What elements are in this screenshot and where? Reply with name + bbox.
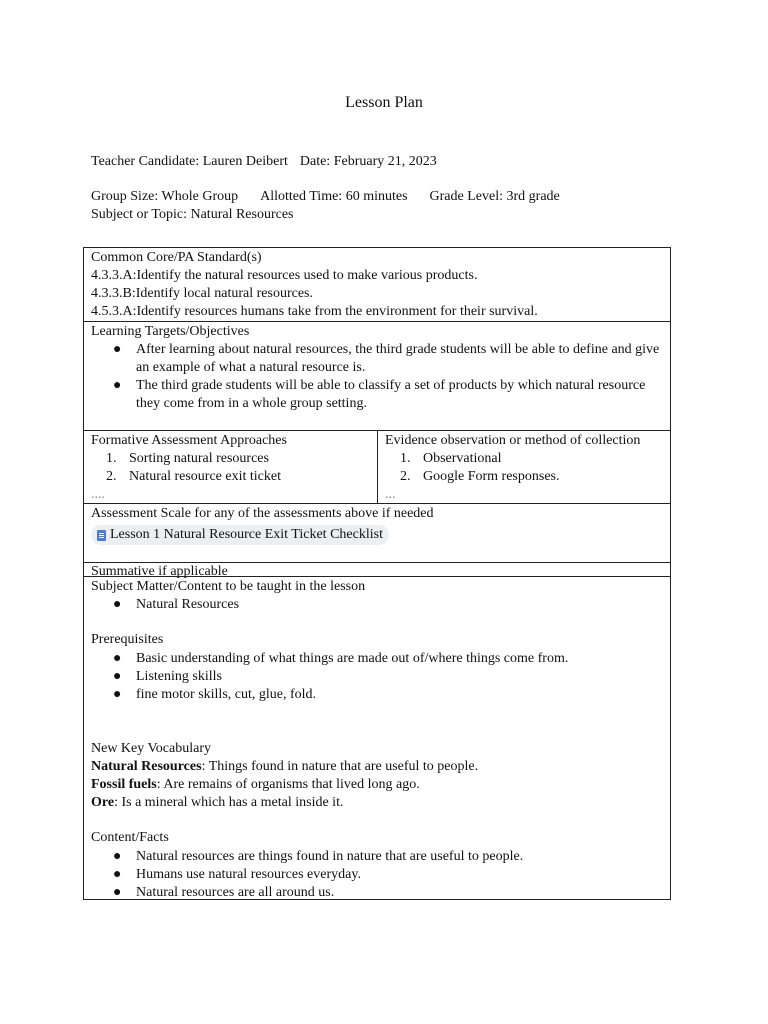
standards-heading: Common Core/PA Standard(s) [91,250,262,265]
formative-item: 2. Natural resource exit ticket [106,469,281,484]
teacher-name: Lauren Deibert [202,154,288,169]
date-label: Date: [299,154,331,169]
content-section [84,577,670,596]
vocab-item: Fossil fuels: Are remains of organisms that lived long ago. [91,777,420,792]
vocab-term: Ore [91,795,115,810]
time-value: 60 minutes [345,189,408,204]
content-heading: Subject Matter/Content to be taught in the lesson [91,579,366,594]
standard-item: 4.3.3.B:Identify local natural resources. [91,286,313,301]
evidence-section [378,431,670,503]
objectives-section [84,321,670,430]
date-value: February 21, 2023 [333,154,437,169]
time-label: Allotted Time: [260,189,343,204]
lesson-table-lower [83,576,671,900]
evidence-more: ... [385,487,396,502]
subject-line [91,206,294,224]
fact-item: ● Natural resources are all around us. [113,885,335,900]
vocab-item: Ore: Is a mineral which has a metal inside it. [91,795,344,810]
vocab-term: Fossil fuels [91,777,157,792]
lesson-table-upper [83,247,671,577]
objective-item: ● After learning about natural resources, the third grade students will be able to define and give an example of what a natural resource is. [113,342,660,375]
formative-more: .... [91,487,105,502]
objectives-heading: Learning Targets/Objectives [91,324,250,339]
objective-item: ● The third grade students will be able to classify a set of products by which natural resource they come from in a whole group setting. [113,378,646,411]
content-item: ● Natural Resources [113,597,240,612]
evidence-item: 2. Google Form responses. [400,469,560,484]
group-time-grade-line [91,188,560,206]
document-icon [97,530,106,541]
evidence-item: 1. Observational [400,451,502,466]
grade-label: Grade Level: [429,189,503,204]
prereq-heading: Prerequisites [91,632,164,647]
formative-item: 1. Sorting natural resources [106,451,269,466]
grade-value: 3rd grade [506,189,560,204]
prereq-item: ● Basic understanding of what things are made out of/where things come from. [113,651,569,666]
page-title: Lesson Plan [345,94,423,111]
vocab-term: Natural Resources [91,759,202,774]
vocab-heading: New Key Vocabulary [91,741,212,756]
assessment-row [84,430,670,503]
prereq-item: ● Listening skills [113,669,222,684]
formative-heading: Formative Assessment Approaches [91,433,287,448]
chip-label: Lesson 1 Natural Resource Exit Ticket Checklist [110,527,383,542]
evidence-heading: Evidence observation or method of collection [385,433,641,448]
fact-item: ● Humans use natural resources everyday. [113,867,361,882]
formative-section [84,431,378,503]
standard-item: 4.5.3.A:Identify resources humans take from the environment for their survival. [91,304,538,319]
teacher-date-line [91,153,437,171]
group-label: Group Size: [91,189,159,204]
facts-heading: Content/Facts [91,830,169,845]
scale-section [84,503,670,562]
fact-item: ● Natural resources are things found in nature that are useful to people. [113,849,524,864]
summative-heading: Summative if applicable [91,564,228,579]
teacher-label: Teacher Candidate: [91,154,200,169]
exit-ticket-checklist-link[interactable] [91,525,389,545]
subject-value: Natural Resources [190,207,294,222]
subject-label: Subject or Topic: [91,207,187,222]
standards-section [84,248,670,321]
prereq-item: ● fine motor skills, cut, glue, fold. [113,687,317,702]
group-value: Whole Group [161,189,239,204]
vocab-item: Natural Resources: Things found in nature that are useful to people. [91,759,479,774]
scale-heading: Assessment Scale for any of the assessments above if needed [91,506,434,521]
standard-item: 4.3.3.A:Identify the natural resources used to make various products. [91,268,478,283]
